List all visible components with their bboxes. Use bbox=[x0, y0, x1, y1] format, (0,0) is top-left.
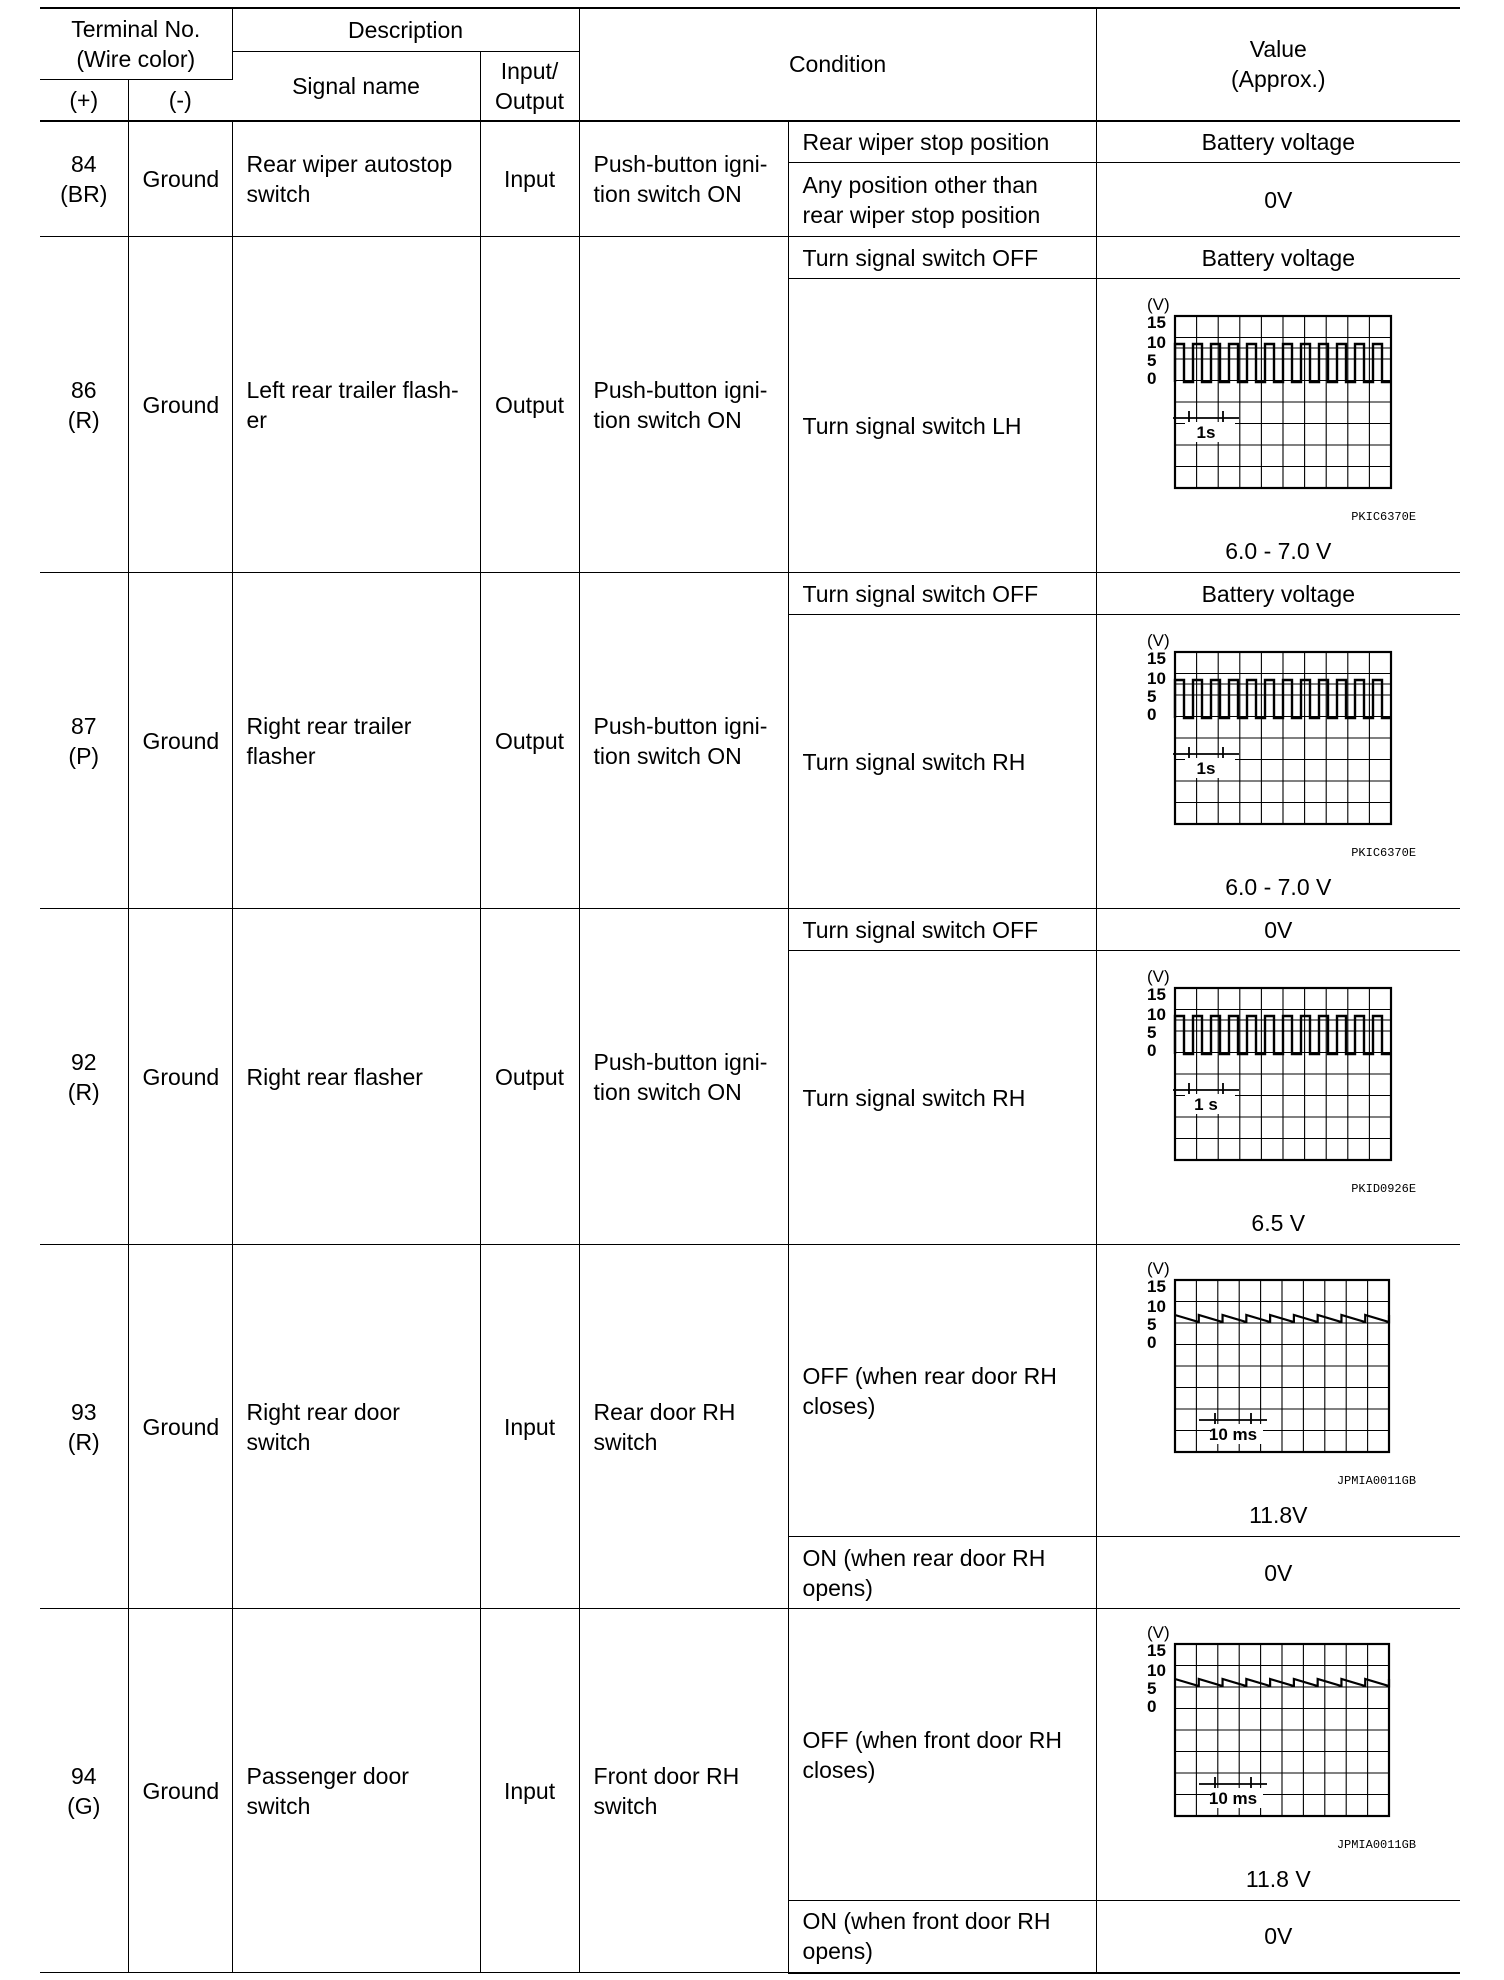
figure-code: PKID0926E bbox=[1351, 1182, 1417, 1196]
scope-tick-label: 10 bbox=[1146, 1297, 1166, 1316]
signal-name-cell-line1: Left rear trailer flash- bbox=[246, 376, 459, 403]
time-division-label: 1 s bbox=[1193, 1095, 1218, 1114]
header-condition: Condition bbox=[579, 8, 1096, 121]
scope-tick-label: 5 bbox=[1146, 1315, 1156, 1334]
signal-name-cell: Right rear flasher bbox=[232, 909, 480, 1245]
scope-tick-label: 0 bbox=[1146, 1697, 1156, 1716]
main-condition-cell-line2: switch bbox=[593, 1792, 658, 1819]
terminal-cell bbox=[40, 1245, 128, 1609]
condition-cell bbox=[788, 1245, 1096, 1537]
oscilloscope-waveform bbox=[1143, 634, 1393, 834]
header-terminal bbox=[40, 8, 232, 79]
oscilloscope-waveform bbox=[1143, 1262, 1393, 1462]
io-cell: Output bbox=[480, 909, 579, 1245]
signal-name-cell bbox=[232, 237, 480, 573]
io-cell: Input bbox=[480, 1609, 579, 1973]
value-cell: Battery voltage bbox=[1096, 237, 1460, 279]
condition-cell bbox=[788, 163, 1096, 237]
condition-cell-line1: Any position other than bbox=[802, 171, 1038, 198]
scope-tick-label: 0 bbox=[1146, 1041, 1156, 1060]
minus-cell: Ground bbox=[128, 1609, 232, 1973]
condition-cell bbox=[788, 1537, 1096, 1609]
terminal-cell bbox=[40, 573, 128, 909]
header-signal-name: Signal name bbox=[232, 51, 480, 121]
condition-cell-line2: rear wiper stop position bbox=[802, 201, 1041, 228]
scope-tick-label: 15 bbox=[1146, 1641, 1166, 1660]
terminal-cell bbox=[40, 1609, 128, 1973]
condition-cell-line1: OFF (when rear door RH bbox=[802, 1362, 1057, 1389]
header-minus: (-) bbox=[128, 79, 232, 120]
terminal-table bbox=[40, 7, 1460, 1974]
main-condition-cell bbox=[579, 121, 788, 237]
condition-cell-line1: ON (when rear door RH bbox=[802, 1544, 1046, 1571]
table-row bbox=[40, 121, 1460, 163]
terminal-cell bbox=[40, 909, 128, 1245]
condition-cell-line1: OFF (when front door RH bbox=[802, 1726, 1062, 1753]
scope-tick-label: 15 bbox=[1146, 313, 1166, 332]
io-cell: Output bbox=[480, 237, 579, 573]
terminal-cell-line1: 84 bbox=[70, 150, 97, 177]
scope-tick-label: 0 bbox=[1146, 705, 1156, 724]
table-row bbox=[40, 573, 1460, 615]
oscilloscope-figure bbox=[1103, 970, 1455, 1202]
value-cell: 0V bbox=[1096, 163, 1460, 237]
io-cell: Input bbox=[480, 1245, 579, 1609]
value-cell bbox=[1096, 951, 1460, 1245]
terminal-cell-line2: (R) bbox=[67, 406, 100, 433]
minus-cell: Ground bbox=[128, 121, 232, 237]
minus-cell: Ground bbox=[128, 237, 232, 573]
scope-unit-label: (V) bbox=[1146, 970, 1170, 986]
minus-cell: Ground bbox=[128, 909, 232, 1245]
condition-cell: Turn signal switch OFF bbox=[788, 909, 1096, 951]
value-text: 6.5 V bbox=[1251, 1210, 1306, 1236]
main-condition-cell-line2: tion switch ON bbox=[593, 180, 742, 207]
scope-tick-label: 5 bbox=[1146, 1679, 1156, 1698]
scope-tick-label: 15 bbox=[1146, 985, 1166, 1004]
figure-code: JPMIA0011GB bbox=[1336, 1474, 1417, 1488]
value-text: 6.0 - 7.0 V bbox=[1225, 874, 1332, 900]
main-condition-cell-line2: switch bbox=[593, 1428, 658, 1455]
oscilloscope-figure bbox=[1103, 298, 1455, 530]
table-row bbox=[40, 1609, 1460, 1901]
main-condition-cell bbox=[579, 1245, 788, 1609]
signal-name-cell bbox=[232, 1609, 480, 1973]
io-cell: Input bbox=[480, 121, 579, 237]
condition-cell: Turn signal switch OFF bbox=[788, 573, 1096, 615]
figure-code: JPMIA0011GB bbox=[1336, 1838, 1417, 1852]
scope-tick-label: 10 bbox=[1146, 669, 1166, 688]
value-cell bbox=[1096, 279, 1460, 573]
scope-tick-label: 15 bbox=[1146, 1277, 1166, 1296]
oscilloscope-figure bbox=[1103, 1262, 1455, 1494]
oscilloscope-figure bbox=[1103, 634, 1455, 866]
header-io bbox=[480, 51, 579, 121]
signal-name-cell-line2: switch bbox=[246, 1792, 311, 1819]
minus-cell: Ground bbox=[128, 1245, 232, 1609]
terminal-cell-line2: (R) bbox=[67, 1078, 100, 1105]
scope-tick-label: 5 bbox=[1146, 1023, 1156, 1042]
terminal-cell-line1: 87 bbox=[70, 712, 97, 739]
io-cell: Output bbox=[480, 573, 579, 909]
signal-name-cell-line1: Rear wiper autostop bbox=[246, 150, 453, 177]
signal-name-cell-line2: flasher bbox=[246, 742, 316, 769]
value-cell bbox=[1096, 1245, 1460, 1537]
waveform-trace bbox=[1175, 680, 1391, 718]
oscilloscope-waveform bbox=[1143, 298, 1393, 498]
condition-cell-line2: closes) bbox=[802, 1392, 876, 1419]
scope-tick-label: 10 bbox=[1146, 333, 1166, 352]
condition-cell-line2: opens) bbox=[802, 1938, 873, 1965]
minus-cell: Ground bbox=[128, 573, 232, 909]
scope-tick-label: 10 bbox=[1146, 1661, 1166, 1680]
terminal-cell-line1: 86 bbox=[70, 376, 97, 403]
condition-cell: Turn signal switch RH bbox=[788, 615, 1096, 909]
condition-cell-line2: opens) bbox=[802, 1574, 873, 1601]
condition-cell: Rear wiper stop position bbox=[788, 121, 1096, 163]
main-condition-cell-line1: Rear door RH bbox=[593, 1398, 736, 1425]
time-division-label: 10 ms bbox=[1208, 1789, 1257, 1808]
scope-tick-label: 0 bbox=[1146, 1333, 1156, 1352]
value-cell: 0V bbox=[1096, 909, 1460, 951]
header-description: Description bbox=[232, 8, 579, 51]
value-cell bbox=[1096, 615, 1460, 909]
figure-code: PKIC6370E bbox=[1351, 846, 1417, 860]
scope-unit-label: (V) bbox=[1146, 1262, 1170, 1278]
time-division-label: 10 ms bbox=[1208, 1425, 1257, 1444]
terminal-cell bbox=[40, 237, 128, 573]
terminal-cell-line1: 93 bbox=[70, 1398, 97, 1425]
value-text: 11.8V bbox=[1249, 1502, 1308, 1528]
condition-cell bbox=[788, 1609, 1096, 1901]
oscilloscope-waveform bbox=[1143, 970, 1393, 1170]
header-value bbox=[1096, 8, 1460, 121]
table-row bbox=[40, 909, 1460, 951]
condition-cell-line2: closes) bbox=[802, 1756, 876, 1783]
condition-cell: Turn signal switch OFF bbox=[788, 237, 1096, 279]
table-row bbox=[40, 1245, 1460, 1537]
scope-tick-label: 15 bbox=[1146, 649, 1166, 668]
condition-cell bbox=[788, 1901, 1096, 1973]
scope-tick-label: 0 bbox=[1146, 369, 1156, 388]
value-text: 6.0 - 7.0 V bbox=[1225, 538, 1332, 564]
signal-name-cell bbox=[232, 1245, 480, 1609]
scope-unit-label: (V) bbox=[1146, 1626, 1170, 1642]
value-cell: Battery voltage bbox=[1096, 573, 1460, 615]
signal-name-cell-line1: Right rear trailer bbox=[246, 712, 412, 739]
terminal-cell-line2: (BR) bbox=[60, 180, 108, 207]
terminal-cell-line2: (G) bbox=[67, 1792, 101, 1819]
time-division-label: 1s bbox=[1196, 423, 1215, 442]
value-cell: 0V bbox=[1096, 1901, 1460, 1973]
signal-name-cell-line2: switch bbox=[246, 180, 311, 207]
main-condition-cell bbox=[579, 1609, 788, 1973]
terminal-cell-line2: (P) bbox=[68, 742, 100, 769]
terminal-cell bbox=[40, 121, 128, 237]
terminal-cell-line1: 94 bbox=[70, 1762, 97, 1789]
header-plus: (+) bbox=[40, 79, 128, 120]
value-cell bbox=[1096, 1609, 1460, 1901]
header-value-label: Value bbox=[1249, 36, 1307, 63]
main-condition-cell-line1: Front door RH bbox=[593, 1762, 740, 1789]
value-cell: 0V bbox=[1096, 1537, 1460, 1609]
scope-unit-label: (V) bbox=[1146, 634, 1170, 650]
main-condition-cell-line2: tion switch ON bbox=[593, 1078, 742, 1105]
scope-tick-label: 10 bbox=[1146, 1005, 1166, 1024]
table-row bbox=[40, 237, 1460, 279]
waveform-trace bbox=[1175, 1016, 1391, 1054]
terminal-cell-line1: 92 bbox=[70, 1048, 97, 1075]
scope-tick-label: 5 bbox=[1146, 351, 1156, 370]
signal-name-cell bbox=[232, 121, 480, 237]
main-condition-cell-line2: tion switch ON bbox=[593, 406, 742, 433]
header-approx-label: (Approx.) bbox=[1230, 66, 1326, 93]
main-condition-cell-line1: Push-button igni- bbox=[593, 376, 768, 403]
signal-name-cell-line2: switch bbox=[246, 1428, 311, 1455]
time-division-label: 1s bbox=[1196, 759, 1215, 778]
table-body bbox=[40, 121, 1460, 1973]
scope-unit-label: (V) bbox=[1146, 298, 1170, 314]
header-io-line1: Input/ bbox=[500, 57, 559, 84]
oscilloscope-waveform bbox=[1143, 1626, 1393, 1826]
main-condition-cell bbox=[579, 573, 788, 909]
signal-name-cell bbox=[232, 573, 480, 909]
condition-cell: Turn signal switch LH bbox=[788, 279, 1096, 573]
main-condition-cell-line1: Push-button igni- bbox=[593, 712, 768, 739]
main-condition-cell-line1: Push-button igni- bbox=[593, 1048, 768, 1075]
value-cell: Battery voltage bbox=[1096, 121, 1460, 163]
signal-name-cell-line1: Passenger door bbox=[246, 1762, 409, 1789]
main-condition-cell bbox=[579, 909, 788, 1245]
header-wire-label: (Wire color) bbox=[76, 45, 196, 72]
condition-cell-line1: ON (when front door RH bbox=[802, 1908, 1051, 1935]
waveform-trace bbox=[1175, 344, 1391, 382]
signal-name-cell-line2: er bbox=[246, 406, 267, 433]
figure-code: PKIC6370E bbox=[1351, 510, 1417, 524]
header-io-line2: Output bbox=[495, 87, 565, 114]
terminal-cell-line2: (R) bbox=[67, 1428, 100, 1455]
main-condition-cell-line1: Push-button igni- bbox=[593, 150, 768, 177]
signal-name-cell-line1: Right rear door bbox=[246, 1398, 400, 1425]
main-condition-cell bbox=[579, 237, 788, 573]
condition-cell: Turn signal switch RH bbox=[788, 951, 1096, 1245]
main-condition-cell-line2: tion switch ON bbox=[593, 742, 742, 769]
value-text: 11.8 V bbox=[1245, 1866, 1311, 1892]
oscilloscope-figure bbox=[1103, 1626, 1455, 1858]
header-terminal-label: Terminal No. bbox=[71, 15, 201, 42]
scope-tick-label: 5 bbox=[1146, 687, 1156, 706]
